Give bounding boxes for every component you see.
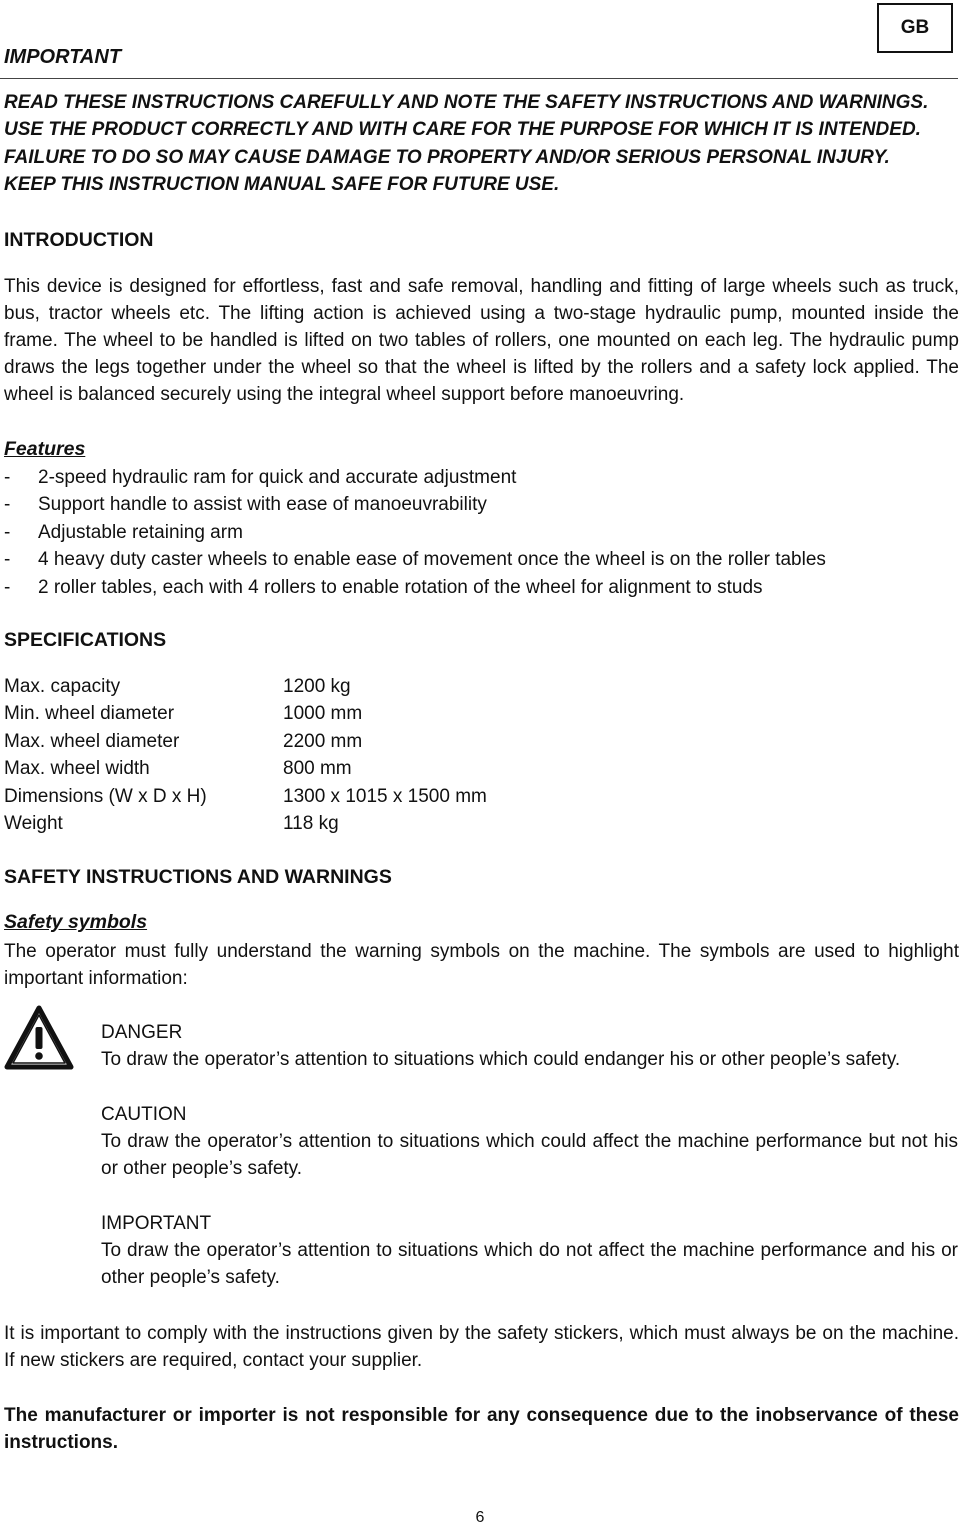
features-heading: Features <box>4 438 86 460</box>
table-row: Weight 118 kg <box>4 813 339 835</box>
list-item: - 2-speed hydraulic ram for quick and accurate adjustment <box>4 467 517 488</box>
important-block <box>101 1210 958 1292</box>
list-item: - 2 roller tables, each with 4 rollers to enable rotation of the wheel for alignment to studs <box>4 576 763 598</box>
page-number: 6 <box>475 1509 485 1526</box>
danger-block <box>101 1019 958 1073</box>
important-title: IMPORTANT <box>101 1213 212 1234</box>
list-item: - Adjustable retaining arm <box>4 521 243 543</box>
danger-text: To draw the operator’s attention to situations which could endanger his or other people’s safety. <box>101 1049 901 1071</box>
safety-symbols-heading: Safety symbols <box>4 911 148 933</box>
page-title: IMPORTANT <box>4 46 122 68</box>
caution-text: To draw the operator’s attention to situations which could affect the machine performance but not his or other people’s safety. <box>101 1131 958 1180</box>
table-row: Max. wheel diameter 2200 mm <box>4 730 363 752</box>
header-divider <box>0 78 958 79</box>
introduction-text: This device is designed for effortless, fast and safe removal, handling and fitting of large wheels such as truck, bus, tractor wheels etc. The lifting action is achieved using a two-stage hydraulic pump, mounted inside the frame. The wheel to be handled is lifted on two tables of rollers, one mounted on each leg. The hydraulic pump draws the legs together under the wheel so that the wheel is lifted by the rollers and a safety lock applied. The wheel is balanced securely using the integral wheel support before manoeuvring. <box>4 276 959 405</box>
specifications-heading: SPECIFICATIONS <box>4 629 167 651</box>
warning-line: READ THESE INSTRUCTIONS CAREFULLY AND NOTE THE SAFETY INSTRUCTIONS AND WARNINGS. <box>4 92 929 113</box>
warning-line: USE THE PRODUCT CORRECTLY AND WITH CARE FOR THE PURPOSE FOR WHICH IT IS INTENDED. <box>4 119 921 141</box>
safety-heading: SAFETY INSTRUCTIONS AND WARNINGS <box>4 866 392 888</box>
safety-symbols-intro: The operator must fully understand the warning symbols on the machine. The symbols are used to highlight important information: <box>4 941 959 989</box>
list-item: - Support handle to assist with ease of manoeuvrability <box>4 494 487 516</box>
table-row: Max. capacity 1200 kg <box>4 676 351 697</box>
specifications-table <box>4 673 487 837</box>
danger-title: DANGER <box>101 1022 183 1043</box>
warning-line: FAILURE TO DO SO MAY CAUSE DAMAGE TO PROPERTY AND/OR SERIOUS PERSONAL INJURY. <box>4 146 890 168</box>
table-row: Dimensions (W x D x H) 1300 x 1015 x 1500 mm <box>4 785 487 807</box>
warning-triangle-icon <box>4 1005 74 1071</box>
caution-block <box>101 1101 958 1183</box>
features-list <box>4 464 826 601</box>
caution-title: CAUTION <box>101 1104 187 1125</box>
stickers-text: It is important to comply with the instructions given by the safety stickers, which must always be on the machine. If new stickers are required, contact your supplier. <box>4 1323 959 1371</box>
table-row: Max. wheel width 800 mm <box>4 758 352 780</box>
table-row: Min. wheel diameter 1000 mm <box>4 703 363 725</box>
language-badge: GB <box>877 3 953 53</box>
disclaimer-text: The manufacturer or importer is not responsible for any consequence due to the inobservance of these instructions. <box>4 1405 959 1453</box>
list-item: - 4 heavy duty caster wheels to enable ease of movement once the wheel is on the roller tables <box>4 549 826 571</box>
important-text: To draw the operator’s attention to situations which do not affect the machine performance and his or other people’s safety. <box>101 1240 958 1289</box>
warning-block <box>4 89 959 199</box>
introduction-heading: INTRODUCTION <box>4 229 154 251</box>
warning-line: KEEP THIS INSTRUCTION MANUAL SAFE FOR FUTURE USE. <box>4 174 560 196</box>
